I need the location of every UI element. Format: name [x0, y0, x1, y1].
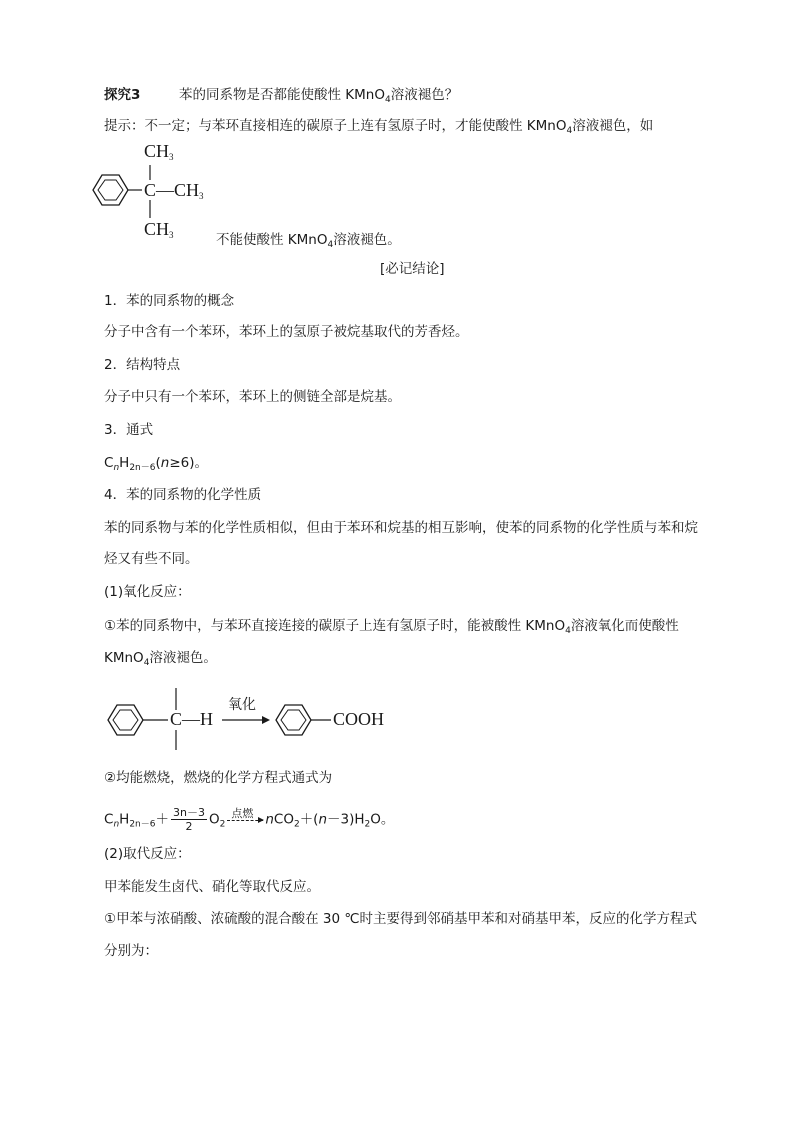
substitution-heading: (2)取代反应：	[104, 846, 191, 862]
nitration-text-2: 分别为：	[104, 943, 158, 959]
arrow-label-oxidation: 氧化	[228, 697, 256, 713]
ignition-arrow: 点燃	[227, 811, 263, 829]
section2-text: 分子中只有一个苯环，苯环上的侧链全部是烷基。	[104, 389, 401, 405]
section1-text: 分子中含有一个苯环，苯环上的氢原子被烷基取代的芳香烃。	[104, 324, 469, 340]
general-formula: $C_nH_{2n-6}(n\ge 6)$。	[104, 455, 208, 473]
product-group: COOH	[333, 709, 385, 729]
methyl-bottom: $CH_3$	[144, 219, 174, 240]
quaternary-carbon: $C—CH_3$	[144, 180, 204, 201]
oxidation-text-1: ①苯的同系物中，与苯环直接连接的碳原子上连有氢原子时，能被酸性 KMnO$_4$溶液氧化而使酸性	[104, 618, 679, 636]
reactant-group: C—H	[170, 709, 214, 729]
hint-after-structure: 不能使酸性 KMnO$_4$溶液褪色。	[216, 232, 401, 250]
hint-line: 提示：不一定；与苯环直接相连的碳原子上连有氢原子时，才能使酸性 KMnO$_4$溶液褪色，如	[104, 118, 654, 136]
section4-heading: 4．苯的同系物的化学性质	[104, 487, 262, 503]
oxidation-heading: (1)氧化反应：	[104, 584, 191, 600]
probe-question: 苯的同系物是否都能使酸性 KMnO	[179, 87, 385, 103]
section3-heading: 3．通式	[104, 422, 154, 438]
combustion-equation: $C_nH_{2n-6}+$ $\frac{3n-3}{2}$ $O_2$ 点燃 $nCO_2+(n-3)H_2O$。	[104, 806, 395, 833]
section4-intro-2: 烃又有些不同。	[104, 551, 199, 567]
methyl-top: $CH_3$	[144, 141, 174, 162]
hint-text: 提示：不一定；与苯环直接相连的碳原子上连有氢原子时，才能使酸性 KMnO	[104, 118, 567, 134]
coefficient-fraction: $\frac{3n-3}{2}$	[172, 806, 205, 833]
conclusion-title: [必记结论]	[380, 261, 445, 277]
benzene-inner-ring-product	[281, 710, 306, 730]
probe-line: 探究3 苯的同系物是否都能使酸性 KMnO$_4$溶液褪色？	[104, 87, 459, 105]
section1-heading: 1．苯的同系物的概念	[104, 293, 235, 309]
nitration-text-1: ①甲苯与浓硝酸、浓硫酸的混合酸在 30 ℃时主要得到邻硝基甲苯和对硝基甲苯，反应的化学方程式	[104, 911, 698, 927]
combustion-text: ②均能燃烧，燃烧的化学方程式通式为	[104, 770, 333, 786]
benzene-inner-ring-reactant	[113, 710, 138, 730]
substitution-text: 甲苯能发生卤代、硝化等取代反应。	[104, 879, 320, 895]
section4-intro-1: 苯的同系物与苯的化学性质相似，但由于苯环和烷基的相互影响，使苯的同系物的化学性质与苯和烷	[104, 520, 698, 536]
section2-heading: 2．结构特点	[104, 357, 181, 373]
benzene-inner-ring	[98, 180, 123, 200]
probe-label: 探究3	[104, 87, 141, 103]
oxidation-text-2: KMnO$_4$溶液褪色。	[104, 650, 217, 668]
